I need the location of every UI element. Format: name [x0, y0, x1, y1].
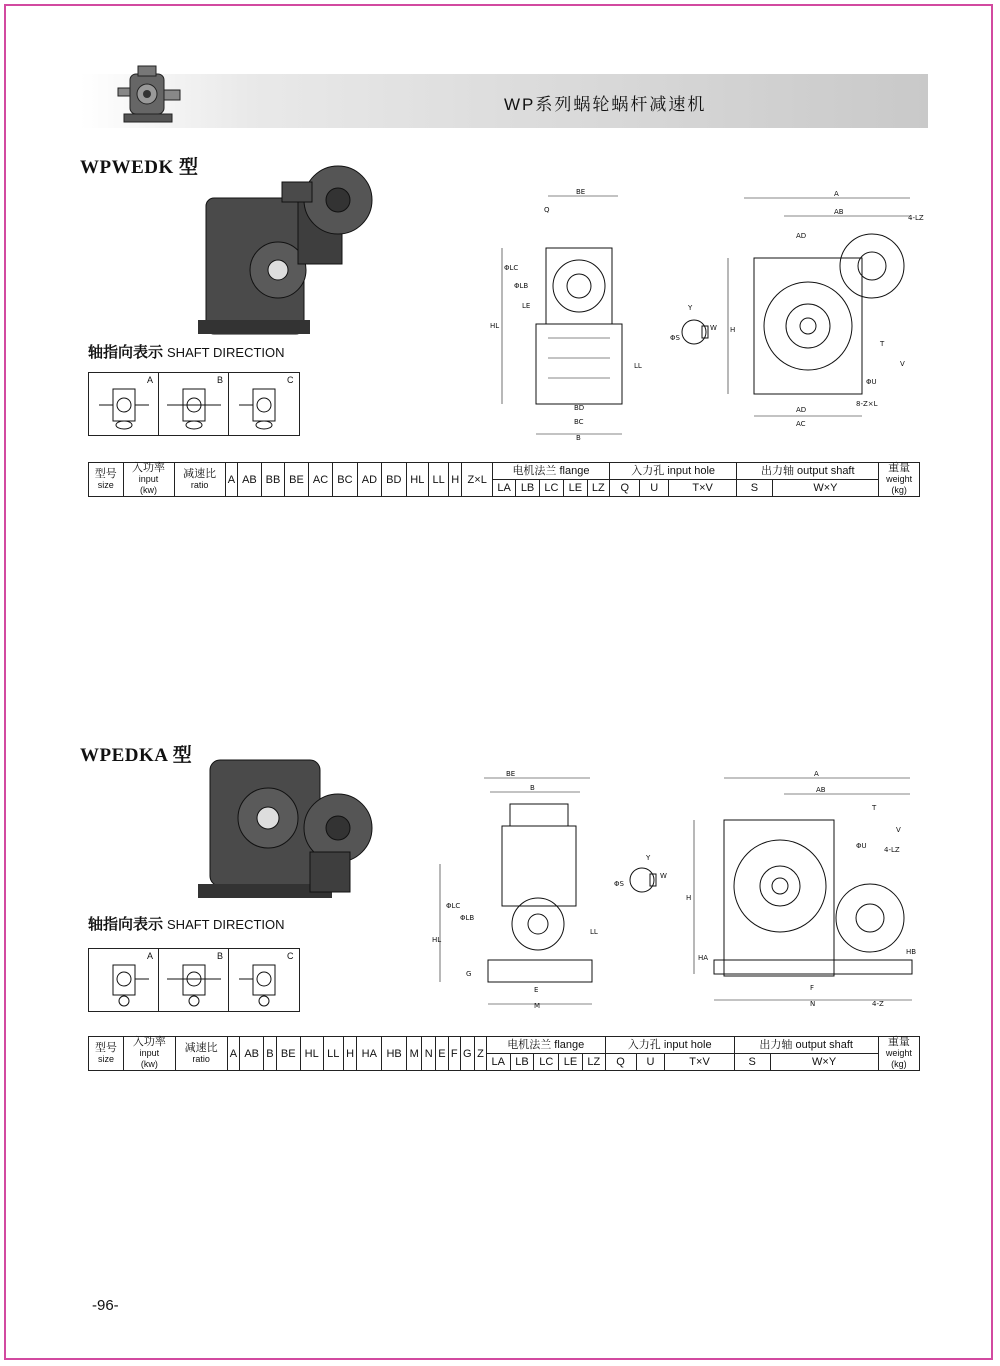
svg-text:B: B — [576, 434, 581, 442]
table-header-cell: Z×L — [462, 463, 492, 497]
svg-text:W: W — [710, 324, 717, 332]
section2-shaft-direction-label: 轴指向表示 SHAFT DIRECTION — [88, 916, 285, 933]
shaft-direction-a: A — [89, 373, 159, 435]
svg-text:LL: LL — [590, 928, 598, 936]
section1-product-photo — [198, 160, 378, 336]
svg-text:B: B — [530, 784, 535, 792]
table-header-cell: LL — [323, 1037, 343, 1071]
svg-text:A: A — [834, 190, 839, 198]
svg-text:AC: AC — [796, 420, 806, 428]
table-header-cell: AD — [357, 463, 381, 497]
header-title: WP系列蜗轮蜗杆减速机 — [504, 95, 707, 114]
table-header-cell: 减速比 ratio — [174, 463, 225, 497]
svg-text:ΦS: ΦS — [614, 880, 624, 888]
svg-text:E: E — [534, 986, 539, 994]
table-header-cell: BB — [261, 463, 285, 497]
svg-text:ΦLC: ΦLC — [504, 264, 519, 272]
table-header-cell: BD — [382, 463, 406, 497]
table-header-cell: AB — [240, 1037, 264, 1071]
table-header-cell: W×Y — [770, 1054, 878, 1071]
svg-text:HL: HL — [490, 322, 500, 330]
table-header-cell: 入功率 input (kw) — [124, 1037, 176, 1071]
table-header-cell: 出力轴 output shaft — [734, 1037, 878, 1054]
svg-text:ΦS: ΦS — [670, 334, 680, 342]
section2-title: WPEDKA 型 — [80, 745, 193, 766]
table-header-cell: LC — [539, 480, 563, 497]
svg-text:HB: HB — [906, 948, 917, 956]
svg-text:Y: Y — [688, 304, 693, 312]
shaft-direction-b: B — [159, 949, 229, 1011]
table-header-cell: 出力轴 output shaft — [737, 463, 879, 480]
table-header-cell: LL — [429, 463, 449, 497]
table-header-cell: W×Y — [772, 480, 879, 497]
table-header-cell: E — [436, 1037, 449, 1071]
table-header-cell: HB — [382, 1037, 407, 1071]
table-header-cell: 减速比 ratio — [175, 1037, 227, 1071]
shaft-direction-c: C — [229, 949, 299, 1011]
svg-text:H: H — [730, 326, 736, 334]
table-header-cell: N — [422, 1037, 436, 1071]
svg-text:BE: BE — [506, 770, 516, 778]
section2-shaft-direction-diagrams — [88, 948, 300, 1012]
svg-text:BC: BC — [574, 418, 584, 426]
section2-product-photo — [190, 752, 382, 900]
svg-text:4-LZ: 4-LZ — [908, 214, 924, 222]
section2-spec-table — [88, 1036, 920, 1071]
page-number: -96- — [92, 1297, 119, 1314]
table-header-cell: A — [225, 463, 238, 497]
table-header-cell: 电机法兰 flange — [486, 1037, 605, 1054]
table-header-cell: LA — [492, 480, 515, 497]
svg-text:ΦLB: ΦLB — [460, 914, 475, 922]
section1-side-view-drawing — [488, 188, 650, 448]
svg-text:AD: AD — [796, 232, 807, 240]
svg-text:HA: HA — [698, 954, 709, 962]
svg-text:F: F — [810, 984, 815, 992]
table-header-cell: A — [227, 1037, 240, 1071]
svg-text:G: G — [466, 970, 472, 978]
svg-text:4-Z: 4-Z — [872, 1000, 884, 1008]
table-header-cell: BC — [333, 463, 357, 497]
table-header-cell: LB — [516, 480, 539, 497]
section2-side-view-drawing — [430, 764, 606, 1018]
table-header-cell: F — [448, 1037, 460, 1071]
svg-text:W: W — [660, 872, 667, 880]
shaft-direction-a: A — [89, 949, 159, 1011]
svg-text:T: T — [872, 804, 877, 812]
table-header-cell: LE — [564, 480, 587, 497]
table-header-cell: H — [449, 463, 462, 497]
section2-key-detail — [612, 852, 674, 898]
svg-text:BE: BE — [576, 188, 586, 196]
section1-shaft-direction-diagrams — [88, 372, 300, 436]
svg-text:ΦLB: ΦLB — [514, 282, 529, 290]
table-header-cell: Q — [605, 1054, 636, 1071]
table-header-cell: 重量 weight (kg) — [878, 1037, 919, 1071]
table-header-cell: 型号 size — [89, 1037, 124, 1071]
table-header-cell: 型号 size — [89, 463, 124, 497]
table-header-cell: HL — [300, 1037, 323, 1071]
svg-text:LL: LL — [634, 362, 642, 370]
table-header-cell: Z — [475, 1037, 487, 1071]
section1-spec-table — [88, 462, 920, 497]
shaft-direction-b: B — [159, 373, 229, 435]
table-header-cell: G — [460, 1037, 475, 1071]
svg-text:V: V — [896, 826, 901, 834]
svg-text:BD: BD — [574, 404, 585, 412]
table-header-cell: LA — [486, 1054, 510, 1071]
table-header-cell: BE — [285, 463, 309, 497]
table-header-cell: B — [264, 1037, 277, 1071]
svg-text:M: M — [534, 1002, 541, 1010]
table-header-cell: LB — [510, 1054, 534, 1071]
table-header-cell: LE — [559, 1054, 583, 1071]
table-header-cell: AB — [238, 463, 262, 497]
svg-text:A: A — [814, 770, 819, 778]
svg-text:8-Z×L: 8-Z×L — [856, 400, 878, 408]
svg-text:Y: Y — [646, 854, 651, 862]
header-reducer-image — [116, 64, 190, 126]
svg-text:AD: AD — [796, 406, 807, 414]
section1-title: WPWEDK 型 — [80, 157, 199, 178]
table-header-cell: S — [734, 1054, 770, 1071]
table-header-cell: LZ — [587, 480, 609, 497]
section1-shaft-direction-label: 轴指向表示 SHAFT DIRECTION — [88, 344, 285, 361]
svg-text:ΦU: ΦU — [856, 842, 867, 850]
table-header-cell: M — [406, 1037, 421, 1071]
svg-text:T: T — [880, 340, 885, 348]
table-header-cell: HL — [406, 463, 429, 497]
svg-text:AB: AB — [816, 786, 826, 794]
table-header-cell: Q — [610, 480, 640, 497]
table-header-cell: LZ — [582, 1054, 605, 1071]
table-header-cell: 入力孔 input hole — [605, 1037, 734, 1054]
table-header-cell: LC — [534, 1054, 559, 1071]
table-header-cell: H — [343, 1037, 357, 1071]
svg-text:AB: AB — [834, 208, 844, 216]
shaft-direction-c: C — [229, 373, 299, 435]
table-header-cell: S — [737, 480, 772, 497]
section1-front-view-drawing — [724, 190, 924, 440]
table-header-cell: 入力孔 input hole — [610, 463, 737, 480]
svg-text:N: N — [810, 1000, 816, 1008]
svg-text:V: V — [900, 360, 905, 368]
svg-text:ΦU: ΦU — [866, 378, 877, 386]
section1-key-detail — [668, 300, 724, 350]
svg-text:4-LZ: 4-LZ — [884, 846, 900, 854]
table-header-cell: HA — [357, 1037, 382, 1071]
svg-text:Q: Q — [544, 206, 550, 214]
table-header-cell: T×V — [665, 1054, 734, 1071]
svg-text:HL: HL — [432, 936, 442, 944]
table-header-cell: U — [640, 480, 668, 497]
svg-text:ΦLC: ΦLC — [446, 902, 461, 910]
table-header-cell: BE — [276, 1037, 300, 1071]
table-header-cell: 电机法兰 flange — [492, 463, 609, 480]
table-header-cell: AC — [308, 463, 332, 497]
table-header-cell: U — [636, 1054, 665, 1071]
table-header-cell: 重量 weight (kg) — [879, 463, 920, 497]
section2-front-view-drawing — [684, 770, 920, 1016]
table-header-cell: 入功率 input (kw) — [123, 463, 174, 497]
table-header-cell: T×V — [668, 480, 736, 497]
svg-text:H: H — [686, 894, 692, 902]
svg-text:LE: LE — [522, 302, 531, 310]
